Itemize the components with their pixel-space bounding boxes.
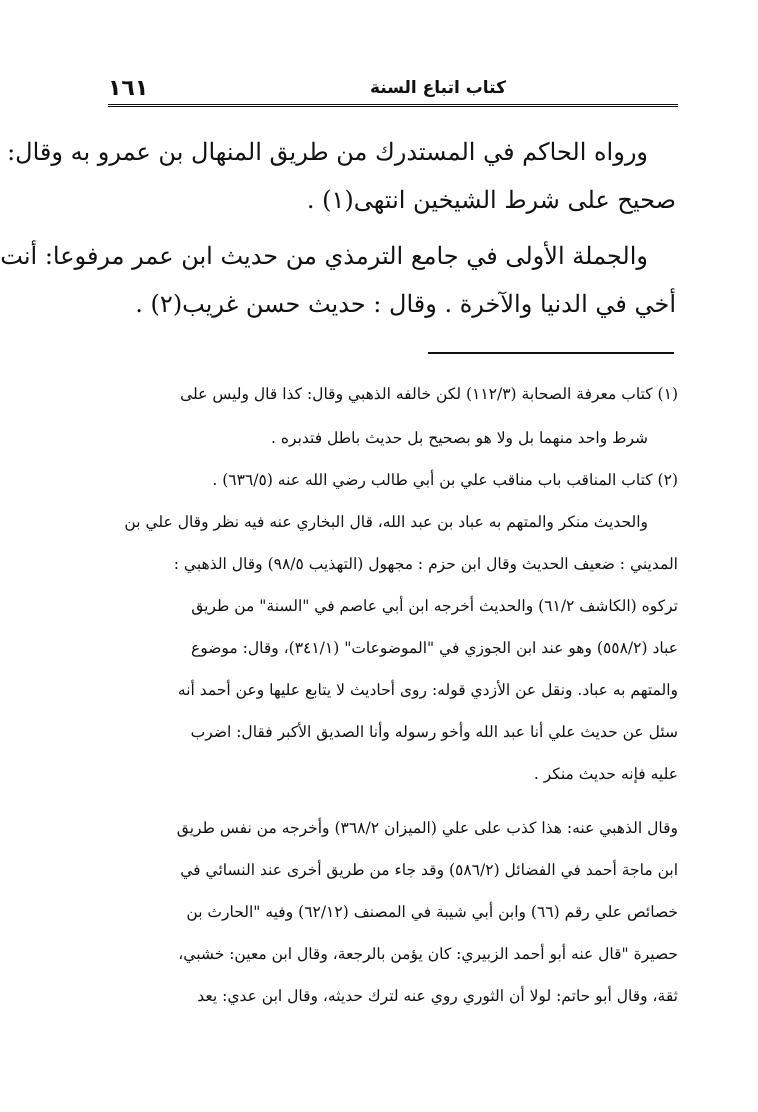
- footnote-line: تركوه (الكاشف ٦١/٢) والحديث أخرجه ابن أبي عاصم في "السنة" من طريق: [191, 597, 678, 615]
- footnote-line: حصيرة "قال عنه أبو أحمد الزبيري: كان يؤمن بالرجعة، وقال ابن معين: خشبي،: [178, 945, 678, 963]
- page-header: [108, 76, 678, 106]
- running-title: كتاب اتباع السنة: [369, 78, 507, 98]
- footnote-line: ابن ماجة أحمد في الفضائل (٥٨٦/٢) وقد جاء من طريق أخرى عند النسائي في: [180, 861, 678, 879]
- footnote-line: المديني : ضعيف الحديث وقال ابن حزم : مجهول (التهذيب ٩٨/٥) وقال الذهبي :: [173, 555, 678, 573]
- footnote-line: عباد (٥٥٨/٢) وهو عند ابن الجوزي في "الموضوعات" (٣٤١/١)، وقال: موضوع: [190, 639, 678, 657]
- footnote-line: خصائص علي رقم (٦٦) وابن أبي شيبة في المصنف (٦٢/١٢) وفيه "الحارث بن: [186, 903, 678, 921]
- page-number: ١٦١: [108, 76, 149, 101]
- footnote-line: وقال الذهبي عنه: هذا كذب على علي (الميزان ٣٦٨/٢) وأخرجه من نفس طريق: [176, 819, 678, 837]
- footnote-line: سئل عن حديث علي أنا عبد الله وأخو رسوله وأنا الصديق الأكبر فقال: اضرب: [190, 723, 678, 741]
- footnote-line: شرط واحد منهما بل ولا هو بصحيح بل حديث باطل فتدبره .: [271, 429, 648, 447]
- body-line: أخي في الدنيا والآخرة . وقال : حديث حسن غريب(٢) .: [135, 290, 676, 318]
- footnote-separator: [428, 352, 674, 354]
- footnote-line: عليه فإنه حديث منكر .: [533, 765, 678, 783]
- body-line: ورواه الحاكم في المستدرك من طريق المنهال بن عمرو به وقال:: [7, 138, 648, 166]
- footnote-line: (٢) كتاب المناقب باب مناقب علي بن أبي طالب رضي الله عنه (٦٣٦/٥) .: [212, 471, 678, 489]
- body-line: صحيح على شرط الشيخين انتهى(١) .: [306, 186, 676, 214]
- body-line: والجملة الأولى في جامع الترمذي من حديث ابن عمر مرفوعا: أنت: [0, 242, 648, 270]
- footnote-line: ثقة، وقال أبو حاتم: لولا أن الثوري روي عنه لترك حديثه، وقال ابن عدي: يعد: [197, 987, 678, 1005]
- footnote-line: (١) كتاب معرفة الصحابة (١١٢/٣) لكن خالفه الذهبي وقال: كذا قال وليس على: [180, 385, 678, 403]
- footnote-line: والمتهم به عباد. ونقل عن الأزدي قوله: روى أحاديث لا يتابع عليها وعن أحمد أنه: [177, 681, 678, 699]
- header-rule: [108, 104, 678, 107]
- footnote-line: والحديث منكر والمتهم به عباد بن عبد الله، قال البخاري عنه فيه نظر وقال علي بن: [124, 513, 648, 531]
